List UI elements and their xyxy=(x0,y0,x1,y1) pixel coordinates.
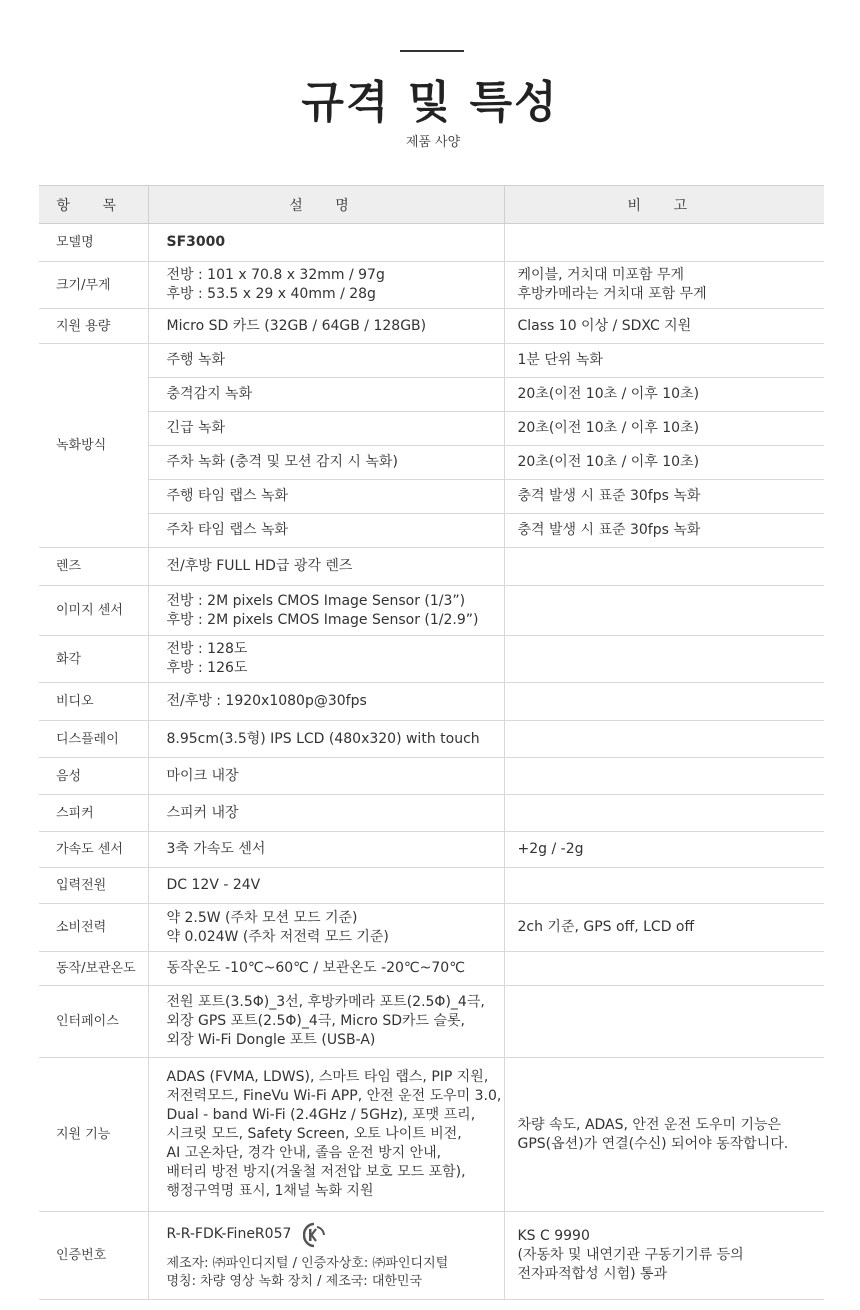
row-note: 2ch 기준, GPS off, LCD off xyxy=(504,904,824,952)
row-desc: 마이크 내장 xyxy=(148,758,504,795)
row-desc: 약 2.5W (주차 모션 모드 기준) 약 0.024W (주차 저전력 모드 기준) xyxy=(148,904,504,952)
row-label: 입력전원 xyxy=(39,868,148,904)
cert-manufacturer-info: 제조자: ㈜파인디지털 / 인증자상호: ㈜파인디지털 명칭: 차량 영상 녹화 장치 / 제조국: 대한민국 xyxy=(166,1255,449,1289)
row-note: Class 10 이상 / SDXC 지원 xyxy=(504,309,824,344)
row-note: 충격 발생 시 표준 30fps 녹화 xyxy=(504,480,824,514)
row-note xyxy=(504,758,824,795)
row-label: 화각 xyxy=(39,636,148,683)
column-header-item: 항 목 xyxy=(39,186,148,224)
table-row xyxy=(39,548,824,586)
kc-mark-icon xyxy=(303,1222,325,1248)
table-row xyxy=(39,952,824,986)
row-note: 20초(이전 10초 / 이후 10초) xyxy=(504,446,824,480)
row-note: KS C 9990 (자동차 및 내연기관 구동기기류 등의 전자파적합성 시험) 통과 xyxy=(504,1212,824,1300)
row-label: 디스플레이 xyxy=(39,721,148,758)
row-label: 동작/보관온도 xyxy=(39,952,148,986)
table-row xyxy=(39,683,824,721)
row-desc: 동작온도 -10℃~60℃ / 보관온도 -20℃~70℃ xyxy=(148,952,504,986)
row-desc: 주차 타임 랩스 녹화 xyxy=(148,514,504,548)
row-desc: 주차 녹화 (충격 및 모션 감지 시 녹화) xyxy=(148,446,504,480)
row-note xyxy=(504,224,824,262)
row-desc: 전방 : 2M pixels CMOS Image Sensor (1/3”) 후방 : 2M pixels CMOS Image Sensor (1/2.9”) xyxy=(148,586,504,636)
table-row xyxy=(39,514,824,548)
row-label: 음성 xyxy=(39,758,148,795)
row-label: 인증번호 xyxy=(39,1212,148,1300)
spec-table xyxy=(39,185,824,1300)
row-note: 케이블, 거치대 미포함 무게 후방카메라는 거치대 포함 무게 xyxy=(504,262,824,309)
row-label: 소비전력 xyxy=(39,904,148,952)
column-header-note: 비 고 xyxy=(504,186,824,224)
table-row xyxy=(39,480,824,514)
table-row xyxy=(39,1058,824,1212)
row-desc: 전방 : 101 x 70.8 x 32mm / 97g 후방 : 53.5 x 29 x 40mm / 28g xyxy=(148,262,504,309)
row-desc: 주행 타임 랩스 녹화 xyxy=(148,480,504,514)
row-note: 충격 발생 시 표준 30fps 녹화 xyxy=(504,514,824,548)
row-desc: 긴급 녹화 xyxy=(148,412,504,446)
column-header-desc: 설 명 xyxy=(148,186,504,224)
table-row xyxy=(39,904,824,952)
row-desc: 전방 : 128도 후방 : 126도 xyxy=(148,636,504,683)
row-desc: 충격감지 녹화 xyxy=(148,378,504,412)
table-row xyxy=(39,636,824,683)
row-desc-cert xyxy=(148,1212,504,1300)
row-desc: 주행 녹화 xyxy=(148,344,504,378)
row-note: 20초(이전 10초 / 이후 10초) xyxy=(504,378,824,412)
table-row xyxy=(39,758,824,795)
row-note xyxy=(504,636,824,683)
row-label: 모델명 xyxy=(39,224,148,262)
row-note xyxy=(504,548,824,586)
table-row xyxy=(39,868,824,904)
row-note: +2g / -2g xyxy=(504,832,824,868)
table-row xyxy=(39,986,824,1058)
row-desc: 3축 가속도 센서 xyxy=(148,832,504,868)
row-desc: 8.95cm(3.5형) IPS LCD (480x320) with touch xyxy=(148,721,504,758)
row-note: 차량 속도, ADAS, 안전 운전 도우미 기능은 GPS(옵션)가 연결(수신) 되어야 동작합니다. xyxy=(504,1058,824,1212)
row-desc: SF3000 xyxy=(148,224,504,262)
table-row xyxy=(39,795,824,832)
row-note xyxy=(504,986,824,1058)
row-note: 20초(이전 10초 / 이후 10초) xyxy=(504,412,824,446)
row-desc: ADAS (FVMA, LDWS), 스마트 타임 랩스, PIP 지원, 저전력모드, FineVu Wi-Fi APP, 안전 운전 도우미 3.0, Dual - band Wi-Fi (2.4GHz / 5GHz), 포맷 프리, 시크릿 모드, Safety Screen, 오토 나이트 비전, AI 고온차단, 경각 안내, 졸음 운전 방지 안내, 배터리 방전 방지(겨울철 저전압 보호 모드 포함), 행정구역명 표시, 1채널 녹화 지원 xyxy=(148,1058,504,1212)
row-desc: 전/후방 : 1920x1080p@30fps xyxy=(148,683,504,721)
row-label: 스피커 xyxy=(39,795,148,832)
row-label: 지원 용량 xyxy=(39,309,148,344)
row-label: 인터페이스 xyxy=(39,986,148,1058)
table-row xyxy=(39,378,824,412)
table-row xyxy=(39,412,824,446)
row-note xyxy=(504,795,824,832)
table-row xyxy=(39,721,824,758)
row-note xyxy=(504,721,824,758)
table-row xyxy=(39,344,824,378)
row-label: 크기/무게 xyxy=(39,262,148,309)
table-row xyxy=(39,446,824,480)
cert-number: R-R-FDK-FineR057 xyxy=(166,1226,292,1242)
table-row xyxy=(39,262,824,309)
row-label: 비디오 xyxy=(39,683,148,721)
page-title: 규격 및 특성 xyxy=(301,77,559,128)
row-desc: Micro SD 카드 (32GB / 64GB / 128GB) xyxy=(148,309,504,344)
row-label: 녹화방식 xyxy=(39,344,148,548)
row-desc: DC 12V - 24V xyxy=(148,868,504,904)
row-note xyxy=(504,952,824,986)
row-desc: 스피커 내장 xyxy=(148,795,504,832)
page-subtitle: 제품 사양 xyxy=(405,135,461,150)
table-row xyxy=(39,224,824,262)
row-label: 렌즈 xyxy=(39,548,148,586)
table-header-row xyxy=(39,186,824,224)
row-note xyxy=(504,683,824,721)
row-note: 1분 단위 녹화 xyxy=(504,344,824,378)
row-label: 가속도 센서 xyxy=(39,832,148,868)
table-row xyxy=(39,832,824,868)
row-note xyxy=(504,868,824,904)
table-row xyxy=(39,309,824,344)
row-desc: 전/후방 FULL HD급 광각 렌즈 xyxy=(148,548,504,586)
title-divider xyxy=(400,50,464,52)
row-desc: 전원 포트(3.5Φ)_3선, 후방카메라 포트(2.5Φ)_4극, 외장 GPS 포트(2.5Φ)_4극, Micro SD카드 슬롯, 외장 Wi-Fi Dongle 포트 (USB-A) xyxy=(148,986,504,1058)
table-row xyxy=(39,1212,824,1300)
table-row xyxy=(39,586,824,636)
row-note xyxy=(504,586,824,636)
row-label: 이미지 센서 xyxy=(39,586,148,636)
row-label: 지원 기능 xyxy=(39,1058,148,1212)
